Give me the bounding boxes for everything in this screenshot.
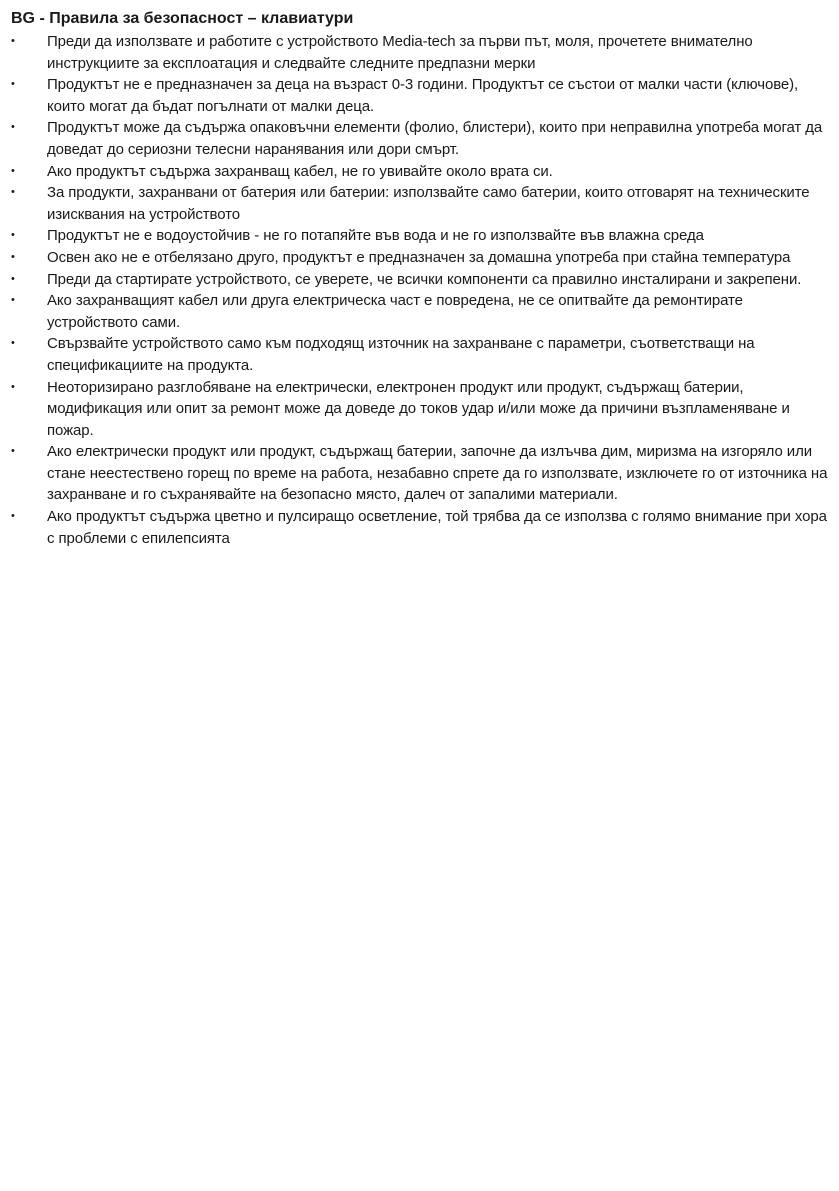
rule-text: Ако продуктът съдържа цветно и пулсиращо осветление, той трябва да се използва с голямо внимание при хора с проблеми с епилепсията [47,508,827,547]
bullet-icon: • [11,337,15,350]
rule-text: Ако електрически продукт или продукт, съдържащ батерии, започне да излъчва дим, миризма на изгоряло или стане неестествено горещ по време на работа, незабавно спрете да го използвате, изключете го от източника на захранване и го съхранявайте на безопасно място, далеч от запалими материали. [47,443,828,504]
bullet-icon: • [11,186,15,199]
rule-text: Продуктът не е водоустойчив - не го потапяйте във вода и не го използвайте във влажна среда [47,227,704,245]
rule-text: Преди да използвате и работите с устройството Media-tech за първи път, моля, прочетете внимателно инструкциите за експлоатация и следвайте следните предпазни мерки [47,33,753,72]
list-item [0,506,839,549]
bullet-icon: • [11,294,15,307]
rule-text: Ако захранващият кабел или друга електрическа част е повредена, не се опитвайте да ремонтирате устройството сами. [47,292,743,331]
bullet-icon: • [11,272,15,285]
list-item [0,225,839,247]
safety-rules-list [0,31,839,549]
list-item [0,74,839,117]
list-item [0,441,839,506]
bullet-icon: • [11,445,15,458]
bullet-icon: • [11,78,15,91]
list-item [0,31,839,74]
rule-text: Неоторизирано разглобяване на електрически, електронен продукт или продукт, съдържащ батерии, модификация или опит за ремонт може да доведе до токов удар и/или може да причини възпламеняване и пожар. [47,378,790,439]
bullet-icon: • [11,35,15,47]
bullet-icon: • [11,510,15,523]
list-item [0,182,839,225]
page-title: BG - Правила за безопасност – клавиатури [11,10,354,27]
list-item [0,117,839,160]
bullet-icon: • [11,164,15,177]
rule-text: Освен ако не е отбелязано друго, продуктът е предназначен за домашна употреба при стайна температура [47,248,791,266]
rule-text: Продуктът може да съдържа опаковъчни елементи (фолио, блистери), които при неправилна употреба могат да доведат до сериозни телесни наранявания или дори смърт. [47,119,823,158]
list-item [0,290,839,333]
list-item [0,333,839,376]
rule-text: Преди да стартирате устройството, се уверете, че всички компоненти са правилно инсталирани и закрепени. [47,270,802,288]
bullet-icon: • [11,229,15,242]
rule-text: Свързвайте устройството само към подходящ източник на захранване с параметри, съответстващи на спецификациите на продукта. [47,335,755,374]
rule-text: За продукти, захранвани от батерия или батерии: използвайте само батерии, които отговарят на техническите изисквания на устройството [47,184,810,223]
list-item [0,377,839,442]
list-item [0,269,839,291]
rule-text: Продуктът не е предназначен за деца на възраст 0-3 години. Продуктът се състои от малки части (ключове), които могат да бъдат погълнати от малки деца. [47,76,799,115]
bullet-icon: • [11,380,15,393]
list-item [0,247,839,269]
rule-text: Ако продуктът съдържа захранващ кабел, не го увивайте около врата си. [47,162,553,180]
bullet-icon: • [11,250,15,263]
list-item [0,161,839,183]
bullet-icon: • [11,121,15,134]
